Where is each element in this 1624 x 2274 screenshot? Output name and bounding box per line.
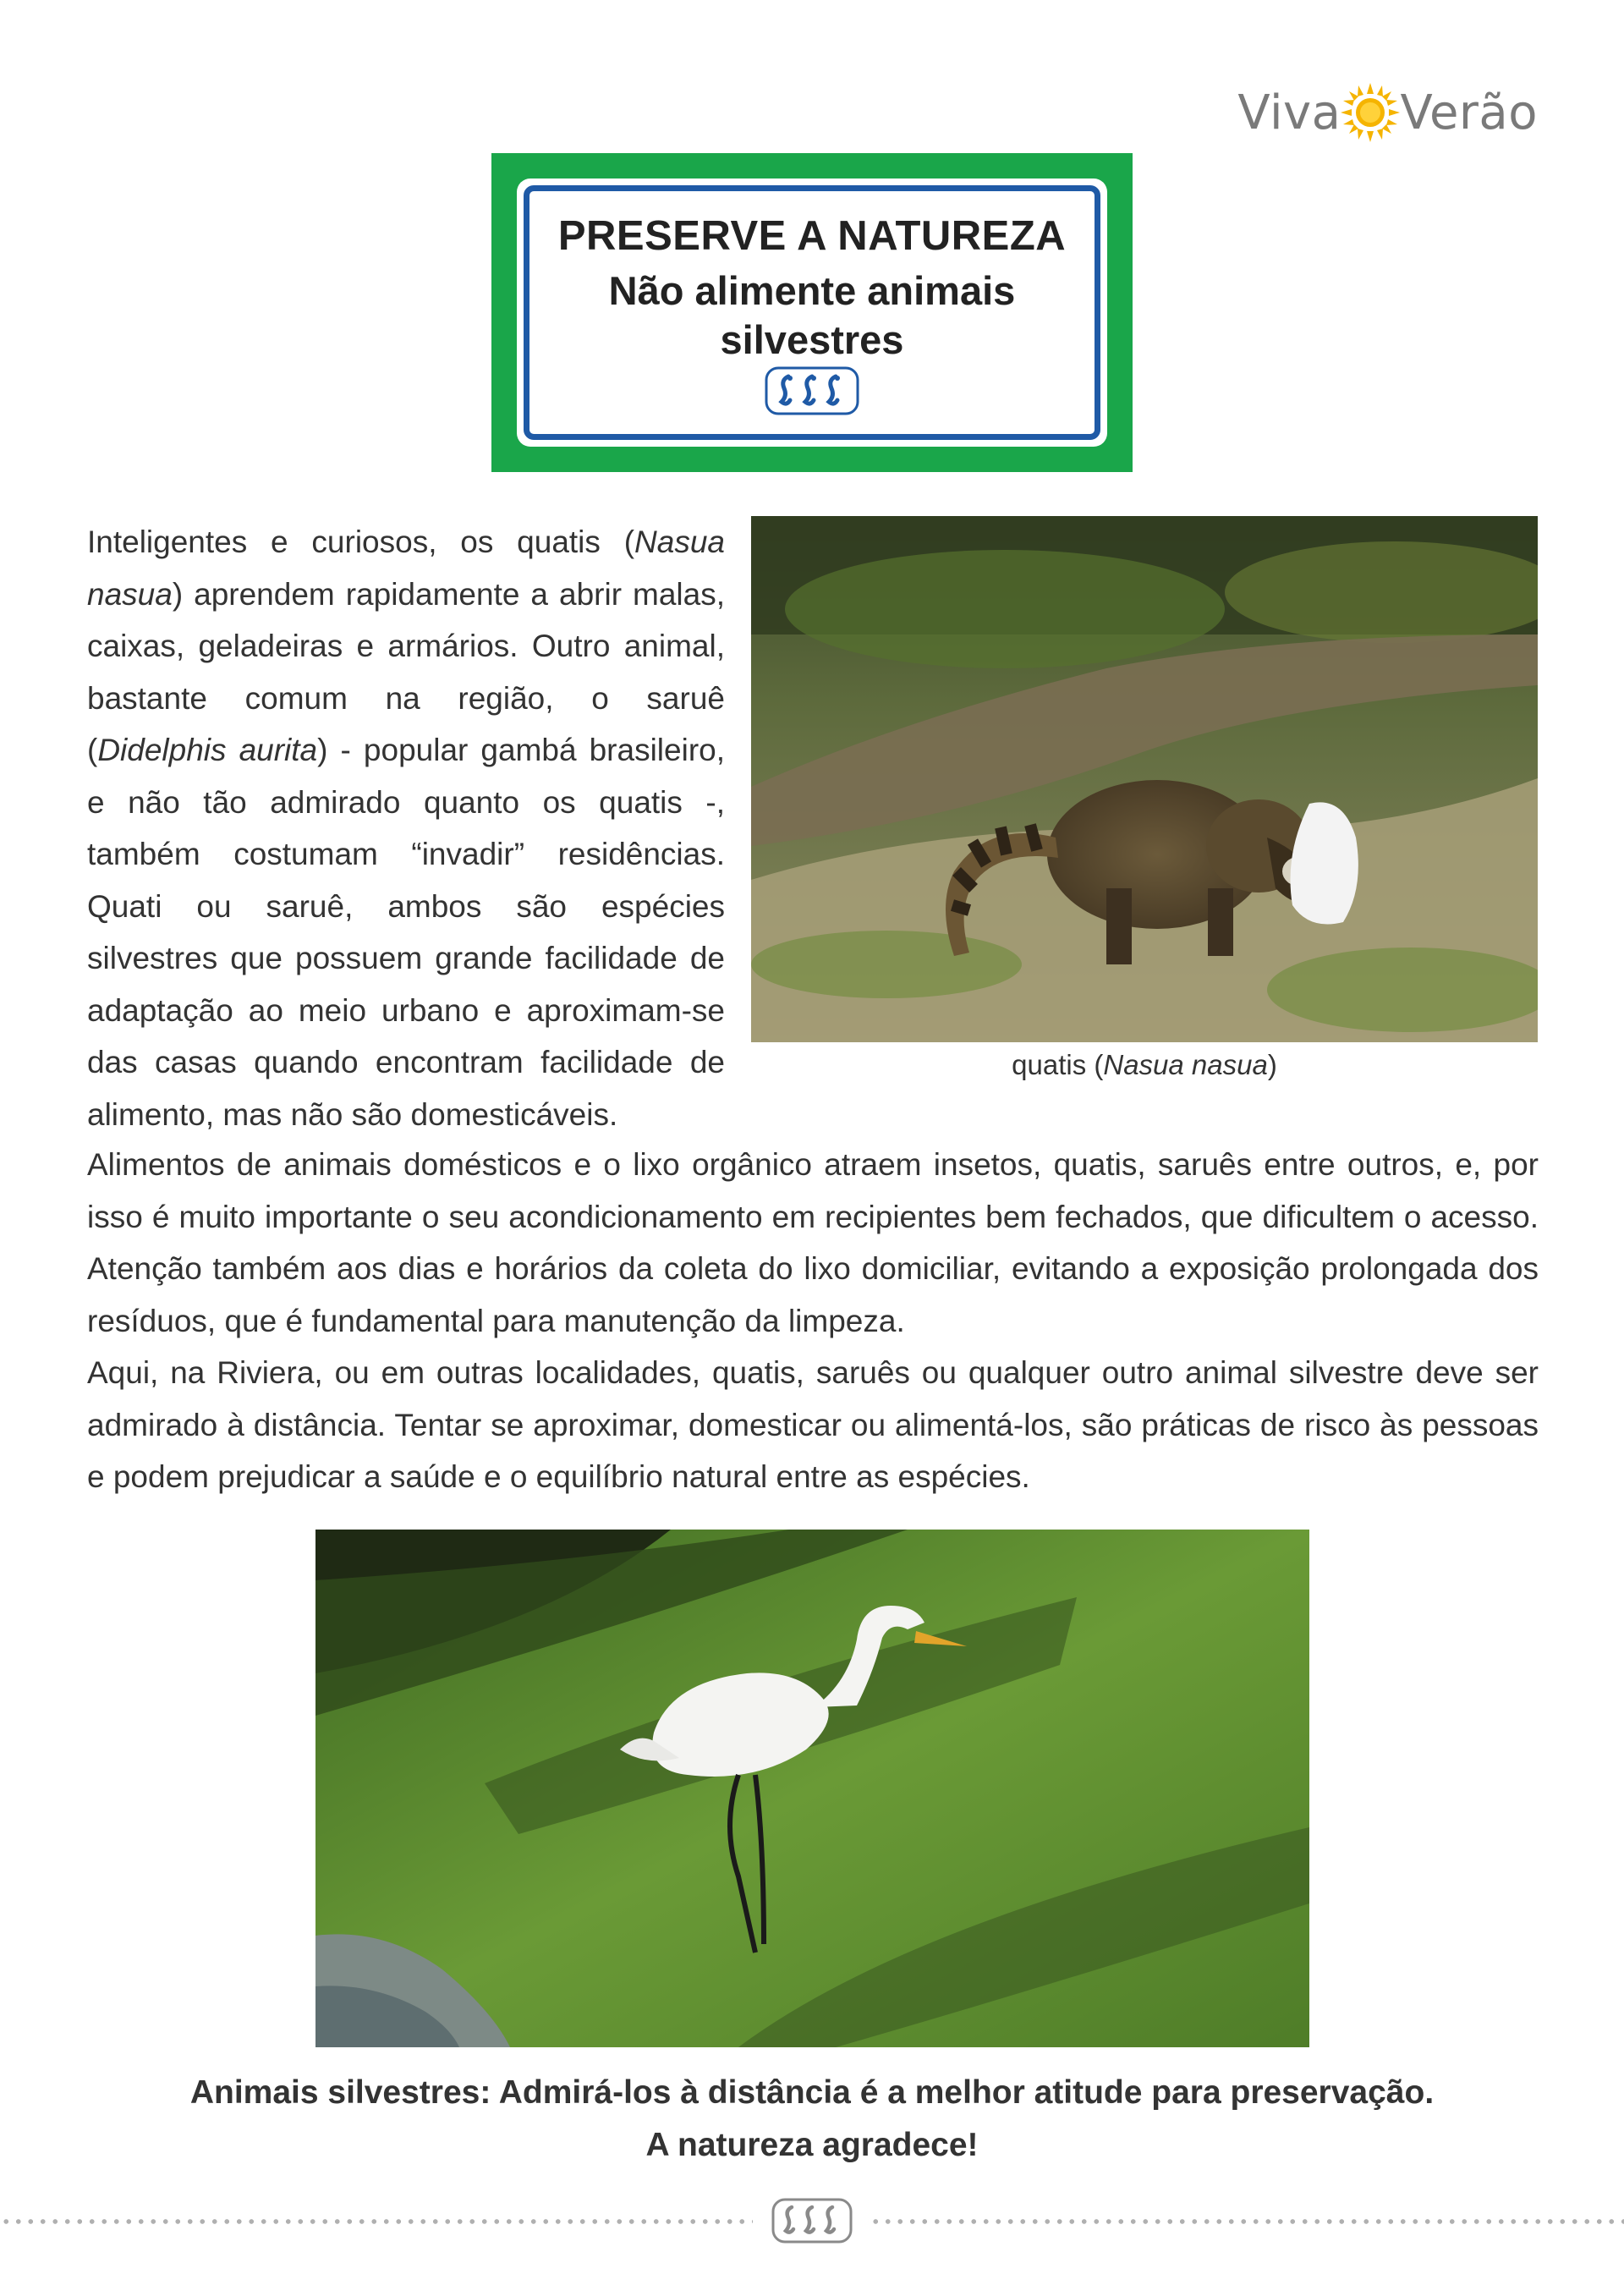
sun-icon — [1339, 81, 1402, 144]
egret-photo — [315, 1530, 1309, 2047]
caption-species: Nasua nasua — [1103, 1049, 1268, 1080]
riviera-paragraph: Aqui, na Riviera, ou em outras localidades, quatis, saruês ou qualquer outro animal silvestre deve ser admirado à distância. Tentar se aproximar, domesticar ou alimentá-los, são práticas de risco às pessoas e podem prejudicar a saúde e o equilíbrio natural entre as espécies. — [87, 1355, 1539, 1494]
closing-line-1: Animais silvestres: Admirá-los à distância é a melhor atitude para preservação. — [189, 2074, 1435, 2111]
sign-panel — [517, 179, 1107, 447]
coati-photo — [751, 516, 1538, 1042]
intro-paragraph — [87, 516, 725, 1140]
intro-text-3: ) - popular gambá brasileiro, e não tão admirado quanto os quatis -, também costumam “invadir” residências. Quati ou saruê, ambos são espécies silvestres que possuem grande facilidade de adaptação ao meio urbano e aproximam-se das casas quando encontram facilidade de alimento, mas não são domesticáveis. — [87, 733, 725, 1132]
brand-text-right: Verão — [1400, 85, 1538, 140]
seahorse-logo-icon — [765, 366, 859, 415]
caption-prefix: quatis ( — [1012, 1049, 1104, 1080]
sign-subtitle — [551, 266, 1073, 365]
sign-subtitle-line2: silvestres — [720, 317, 904, 362]
brand-logo — [1237, 81, 1538, 144]
footer-divider-left — [0, 2219, 753, 2224]
seahorse-logo-icon — [771, 2198, 853, 2244]
sign-subtitle-line1: Não alimente animais — [608, 268, 1016, 313]
preserve-sign — [491, 153, 1133, 472]
species-name-coati: Nasua nasua — [87, 525, 725, 612]
sign-title: PRESERVE A NATUREZA — [557, 213, 1067, 259]
intro-text-1: Inteligentes e curiosos, os quatis ( — [87, 525, 635, 559]
species-name-opossum: Didelphis aurita — [97, 733, 318, 767]
brand-text-left: Viva — [1237, 85, 1341, 140]
closing-line-2: A natureza agradece! — [645, 2127, 979, 2163]
footer-divider-right — [870, 2219, 1624, 2224]
caption-suffix: ) — [1267, 1049, 1277, 1080]
intro-text-2: ) aprendem rapidamente a abrir malas, caixas, geladeiras e armários. Outro animal, bastante comum na região, o saruê ( — [87, 576, 725, 767]
coati-caption — [751, 1049, 1538, 1081]
waste-paragraph: Alimentos de animais domésticos e o lixo orgânico atraem insetos, quatis, saruês entre outros, e, por isso é muito importante o seu acondicionamento em recipientes bem fechados, que dificultem o acesso. Atenção também aos dias e horários da coleta do lixo domiciliar, evitando a exposição prolongada dos resíduos, que é fundamental para manutenção da limpeza. — [87, 1147, 1539, 1338]
